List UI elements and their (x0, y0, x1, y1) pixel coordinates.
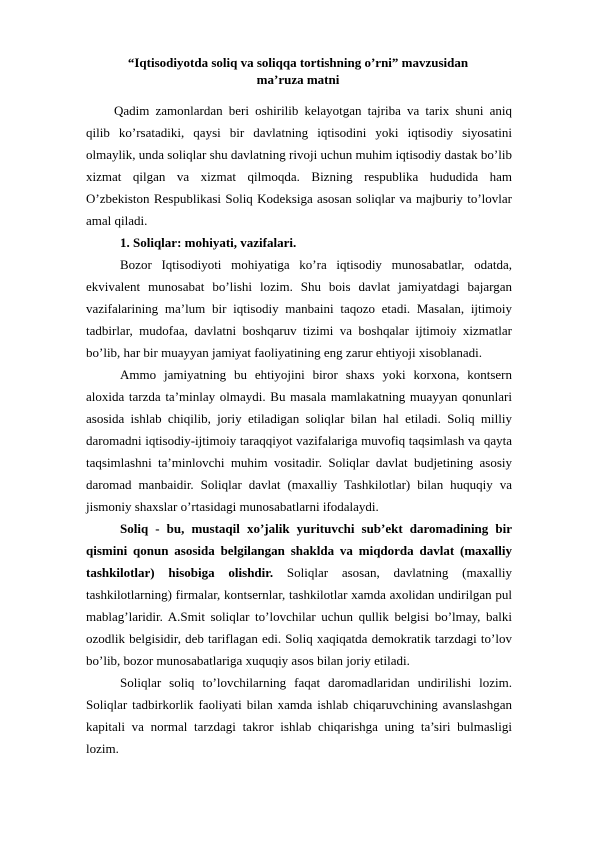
paragraph-tax-income: Soliqlar soliq to’lovchilarning faqat daromadlaridan undirilishi lozim. Soliqlar tadbirkorlik faoliyati bilan xamda ishlab chiqaruvchining avanslashgan kapitali va normal tarzdagi takror ishlab chiqarishga uning ta’siri bulmasligi lozim. (86, 675, 512, 756)
document-title-line1: “Iqtisodiyotda soliq va soliqqa tortishning o’rni” mavzusidan (127, 55, 469, 70)
tax-definition-rest: Soliqlar asosan, davlatning (maxalliy tashkilotlarning) firmalar, kontsernlar, tashkilotlar xamda axolidan undirilgan pul mablag’laridir. A.Smit soliqlar to’lovchilar uchun qullik belgisi bo’lmay, balki ozodlik belgisidir, deb tariflagan edi. Soliq xaqiqatda demokratik tarzdagi to’lov bo’lib, bozor munosabatlariga xuquqiy asos bilan joriy etiladi. (86, 565, 512, 668)
paragraph-tax-definition (86, 518, 512, 672)
paragraph-market-economy: Bozor Iqtisodiyoti mohiyatiga ko’ra iqtisodiy munosabatlar, odatda, ekvivalent munosabat bo’lishi lozim. Shu bois davlat jamiyatdagi bajargan vazifalarining ma’lum bir iqtisodiy manbaini taqozo etadi. Masalan, ijtimoiy tadbirlar, mudofaa, davlatni boshqaruv tizimi va boshqalar ijtimoiy xizmatlar bo’lib, har bir muayyan jamiyat faoliyatining eng zarur ehtiyoji xisoblanadi. (86, 257, 512, 360)
document-body (86, 100, 512, 760)
document-title-line2: ma’ruza matni (256, 72, 340, 87)
paragraph-intro: Qadim zamonlardan beri oshirilib kelayotgan tajriba va tarix shuni aniq qilib ko’rsatadiki, qaysi bir davlatning iqtisodini yoki iqtisodiy siyosatini olmaylik, unda soliqlar shu davlatning rivoji uchun muhim iqtisodiy dastak bo’lib xizmat qilgan va xizmat qilmoqda. Bizning respublika hududida ham O’zbekiston Respublikasi Soliq Kodeksiga asosan soliqlar va majburiy to’lovlar amal qiladi. (86, 103, 512, 228)
paragraph-society-needs: Ammo jamiyatning bu ehtiyojini biror shaxs yoki korxona, kontsern aloxida tarzda ta’minlay olmaydi. Bu masala mamlakatning muayyan qonunlari asosida ishlab chiqilib, joriy etiladigan soliqlar bilan hal etiladi. Soliq milliy daromadni iqtisodiy-ijtimoiy taraqqiyot vazifalariga muvofiq taqsimlash va qayta taqsimlashni ta’minlovchi muhim vositadir. Soliqlar davlat budjetining asosiy daromad manbaidir. Soliqlar davlat (maxalliy Tashkilotlar) bilan huquqiy va jismoniy shaxslar o’rtasidagi munosabatlarni ifodalaydi. (86, 367, 512, 514)
section-heading: 1. Soliqlar: mohiyati, vazifalari. (120, 235, 297, 250)
tax-definition-bold: Soliq - bu, mustaqil xo’jalik yurituvchi sub’ekt daromadining bir qismini qonun asosida belgilangan shaklda va miqdorda davlat (maxalliy tashkilotlar) hisobiga olishdir. (86, 521, 512, 580)
